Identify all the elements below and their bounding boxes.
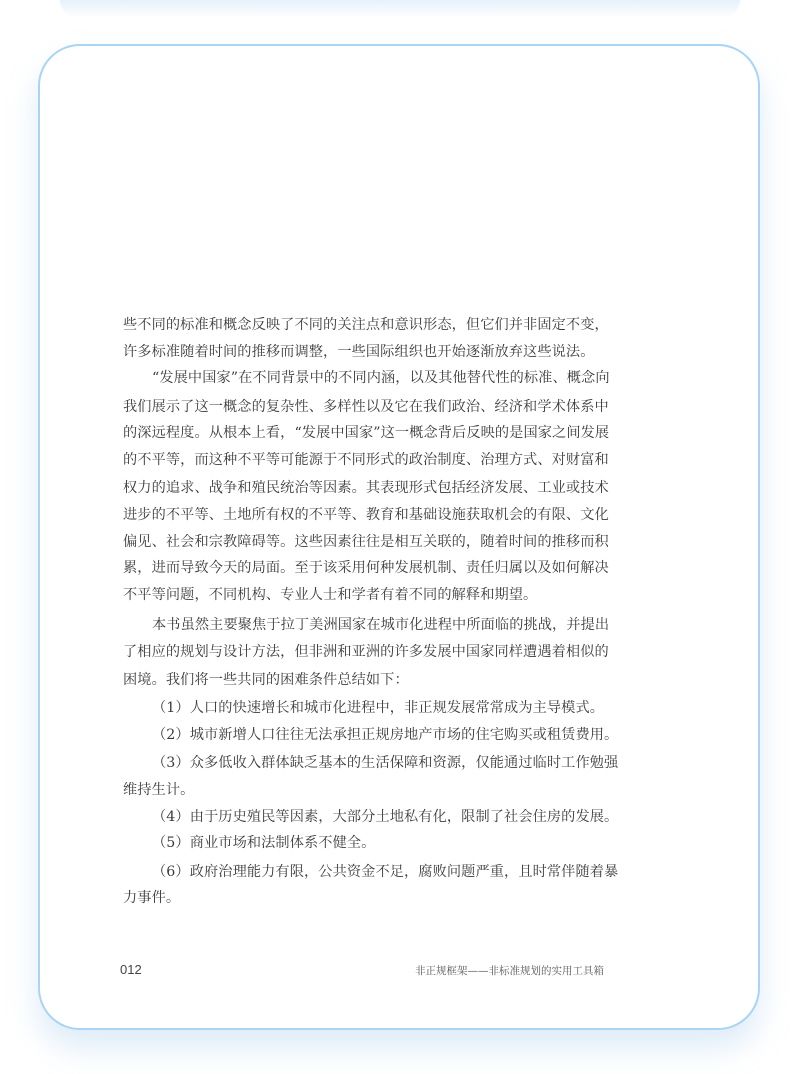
list-item-continuation: 力事件。 xyxy=(123,890,181,906)
list-item: （1）人口的快速增长和城市化进程中，非正规发展常常成为主导模式。 xyxy=(152,700,605,716)
running-footer-title: 非正规框架——非标准规划的实用工具箱 xyxy=(415,965,604,977)
list-item: （6）政府治理能力有限，公共资金不足，腐败问题严重，且时常伴随着暴 xyxy=(152,864,619,880)
top-glow xyxy=(60,0,740,18)
text-line: 的深远程度。从根本上看，“发展中国家”这一概念背后反映的是国家之间发展 xyxy=(123,425,610,441)
list-item: （3）众多低收入群体缺乏基本的生活保障和资源，仅能通过临时工作勉强 xyxy=(152,755,619,771)
text-line: 偏见、社会和宗教障碍等。这些因素往往是相互关联的，随着时间的推移而积 xyxy=(123,534,609,550)
text-line: 许多标准随着时间的推移而调整，一些国际组织也开始逐渐放弃这些说法。 xyxy=(123,344,595,360)
text-line: 本书虽然主要聚焦于拉丁美洲国家在城市化进程中所面临的挑战，并提出 xyxy=(152,617,610,633)
list-item: （2）城市新增人口往往无法承担正规房地产市场的住宅购买或租赁费用。 xyxy=(152,727,619,743)
text-line: 了相应的规划与设计方法，但非洲和亚洲的许多发展中国家同样遭遇着相似的 xyxy=(123,644,609,660)
text-line: 困境。我们将一些共同的困难条件总结如下： xyxy=(123,672,409,688)
page-number: 012 xyxy=(120,962,142,977)
text-line: “发展中国家”在不同背景中的不同内涵，以及其他替代性的标准、概念向 xyxy=(152,370,610,386)
text-line: 的不平等，而这种不平等可能源于不同形式的政治制度、治理方式、对财富和 xyxy=(123,452,609,468)
list-item: （4）由于历史殖民等因素，大部分土地私有化，限制了社会住房的发展。 xyxy=(152,809,619,825)
text-line: 权力的追求、战争和殖民统治等因素。其表现形式包括经济发展、工业或技术 xyxy=(123,480,609,496)
text-line: 不平等问题，不同机构、专业人士和学者有着不同的解释和期望。 xyxy=(123,587,538,603)
text-line: 些不同的标准和概念反映了不同的关注点和意识形态，但它们并非固定不变， xyxy=(123,317,609,333)
text-line: 累，进而导致今天的局面。至于该采用何种发展机制、责任归属以及如何解决 xyxy=(123,560,609,576)
text-line: 我们展示了这一概念的复杂性、多样性以及它在我们政治、经济和学术体系中 xyxy=(123,399,609,415)
text-line: 进步的不平等、土地所有权的不平等、教育和基础设施获取机会的有限、文化 xyxy=(123,507,609,523)
list-item-continuation: 维持生计。 xyxy=(123,782,195,798)
list-item: （5）商业市场和法制体系不健全。 xyxy=(152,835,376,851)
